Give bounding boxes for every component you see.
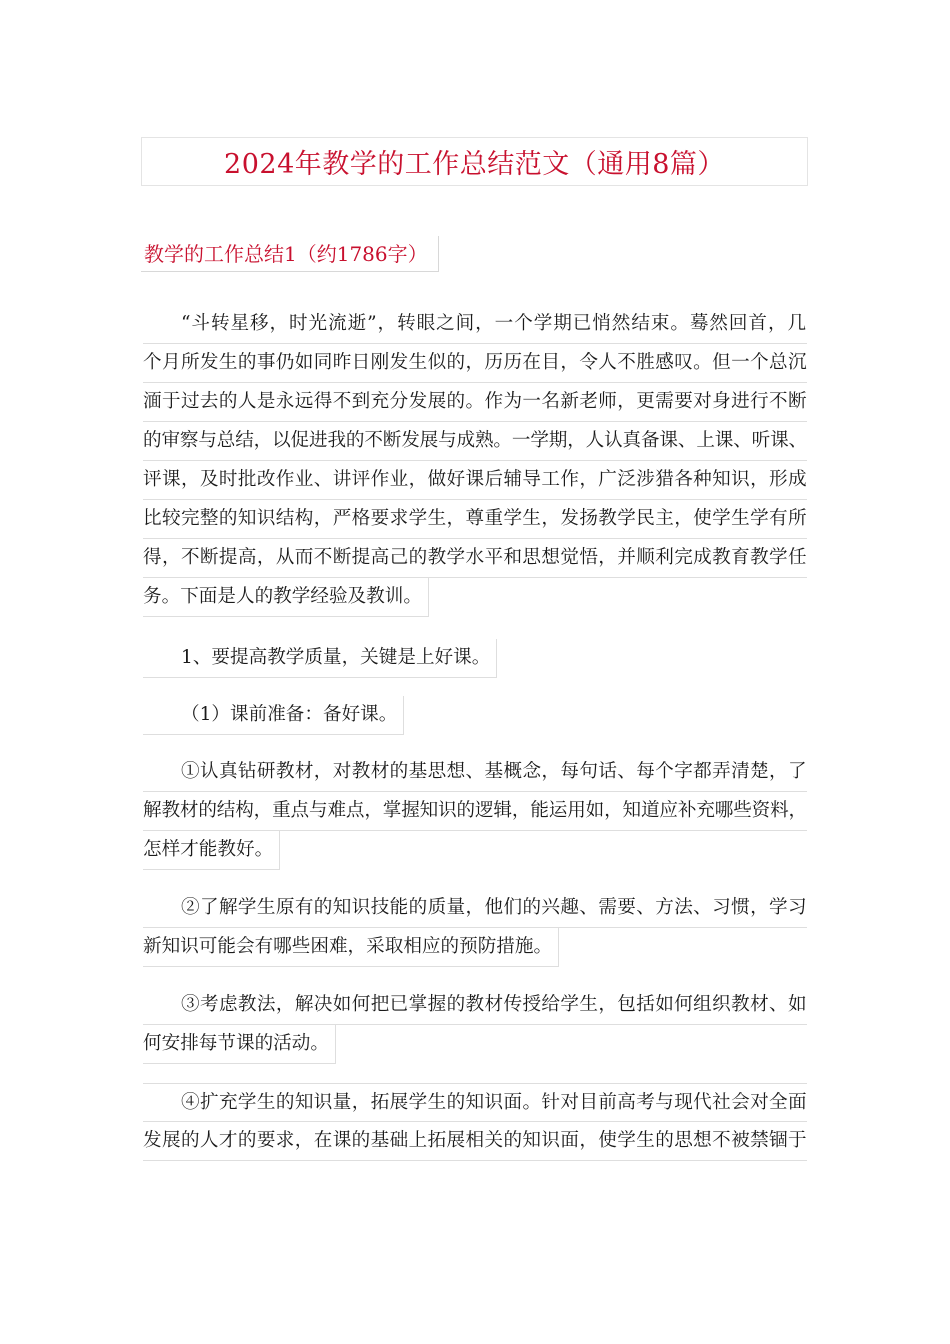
text-line: 湎于过去的人是永远得不到充分发展的。作为一名新老师，更需要对身进行不断: [143, 383, 807, 422]
text-line: 怎样才能教好。: [143, 831, 280, 870]
text-line: ④扩充学生的知识量，拓展学生的知识面。针对目前高考与现代社会对全面: [143, 1083, 807, 1122]
paragraph-intro: [143, 305, 807, 621]
paragraph-item-1: [143, 753, 807, 874]
paragraph-item-4: [143, 1083, 807, 1161]
text-line: ③考虑教法，解决如何把已掌握的教材传授给学生，包括如何组织教材、如: [143, 986, 807, 1025]
title-box: [141, 137, 808, 186]
text-line: 个月所发生的事仍如同昨日刚发生似的，历历在目，令人不胜感叹。但一个总沉: [143, 344, 807, 383]
text-line: 发展的人才的要求，在课的基础上拓展相关的知识面，使学生的思想不被禁锢于: [143, 1122, 807, 1161]
text-line: 1、要提高教学质量，关键是上好课。: [143, 639, 497, 678]
paragraph-item-2: [143, 889, 807, 971]
paragraph-subpoint-1: [143, 696, 807, 739]
paragraph-item-3: [143, 986, 807, 1068]
text-line: 何安排每节课的活动。: [143, 1025, 336, 1064]
text-line: 得，不断提高，从而不断提高己的教学水平和思想觉悟，并顺利完成教育教学任: [143, 539, 807, 578]
section-heading: 教学的工作总结1（约1786字）: [141, 236, 439, 272]
text-line: 务。下面是人的教学经验及教训。: [143, 578, 429, 617]
text-line: ①认真钻研教材，对教材的基思想、基概念，每句话、每个字都弄清楚，了: [143, 753, 807, 792]
text-line: 的审察与总结，以促进我的不断发展与成熟。一学期，人认真备课、上课、听课、: [143, 422, 807, 461]
text-line: 解教材的结构，重点与难点，掌握知识的逻辑，能运用如，知道应补充哪些资料，: [143, 792, 807, 831]
text-line: “斗转星移，时光流逝”，转眼之间，一个学期已悄然结束。蓦然回首，几: [143, 305, 807, 344]
text-line: 比较完整的知识结构，严格要求学生，尊重学生，发扬教学民主，使学生学有所: [143, 500, 807, 539]
text-line: ②了解学生原有的知识技能的质量，他们的兴趣、需要、方法、习惯，学习: [143, 889, 807, 928]
document-title: 2024年教学的工作总结范文（通用8篇）: [224, 149, 725, 180]
text-line: 新知识可能会有哪些困难，采取相应的预防措施。: [143, 928, 559, 967]
text-line: 评课，及时批改作业、讲评作业，做好课后辅导工作，广泛涉猎各种知识，形成: [143, 461, 807, 500]
paragraph-point-1: [143, 639, 807, 682]
text-line: （1）课前准备：备好课。: [143, 696, 404, 735]
